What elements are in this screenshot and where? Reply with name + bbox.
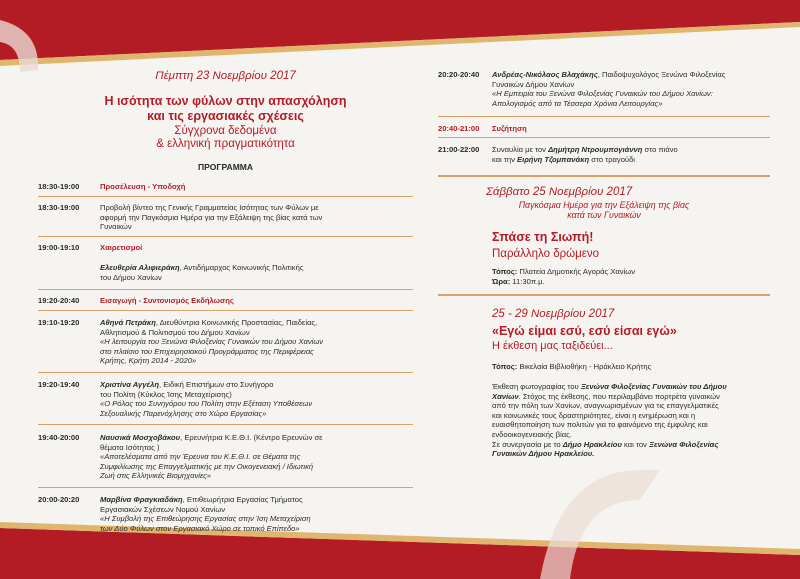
schedule-item-text [100,203,405,232]
day1-subtitle-line1: Σύγχρονα δεδομένα [174,125,277,137]
talk-title: Σεξουαλικής Παρενόχλησης στο Χώρο Εργασίας» [100,408,267,418]
day3-place [492,362,651,372]
schedule-time: 20:20-20:40 [438,70,480,79]
talk-title: «Ο Ρόλος του Συνηγόρου του Πολίτη στην Εξέταση Υποθέσεων [100,399,313,409]
place-value: Βικελαία Βιβλιοθήκη - Ηράκλειο Κρήτης [517,362,652,371]
talk-title: «Αποτελέσματα από την Έρευνα του Κ.Ε.Θ.Ι. σε Θέματα της [100,452,301,462]
day3-title: «Εγώ είμαι εσύ, εσύ είσαι εγώ» [492,324,677,338]
day2-title: Σπάσε τη Σιωπή! [492,230,594,244]
concert-text: Συναυλία με τον [492,145,549,154]
divider [38,196,413,197]
day1-title-line1: Η ισότητα των φύλων στην απασχόληση [104,94,347,108]
schedule-item-text [100,380,405,418]
speaker-role: , Επιθεωρήτρια Εργασίας Τμήματος [182,495,303,504]
day1-date: Πέμπτη 23 Νοεμβρίου 2017 [155,70,296,82]
schedule-item-text [100,433,405,481]
musician-name: Ειρήνη Τζομπανάκη [517,154,590,164]
schedule-time: 20:00-20:20 [38,495,80,504]
speaker-role: , Αντιδήμαρχος Κοινωνικής Πολιτικής [179,263,304,272]
schedule-line: Γυναικών Δήμου Χανίων [492,79,575,89]
description-text: και κοινωνικές τους δραστηριότητες, είναι η ενημέρωση και η [492,410,696,420]
speaker-name: Μαρβίνα Φραγκιαδάκη [100,495,183,504]
talk-title: «Η Συμβολή της Επιθεώρησης Εργασίας στην Ίση Μεταχείριση [100,514,311,524]
schedule-item-title: Προσέλευση - Υποδοχή [100,182,186,191]
place-label: Τόπος: [492,267,518,276]
schedule-time: 19:40-20:00 [38,433,80,442]
schedule-item-title: Συζήτηση [492,124,527,133]
divider [38,424,413,425]
schedule-time: 20:40-21:00 [438,124,480,133]
speaker-name: Χριστίνα Αγγέλη [100,380,159,389]
speaker-name: Ανδρέας-Νικόλαος Βλαχάκης [492,70,598,79]
schedule-item-text [100,263,405,282]
divider [38,487,413,488]
concert-text: στο τραγούδι [589,154,635,164]
speaker-role: , Διευθύντρια Κοινωνικής Προστασίας, Παιδείας, [155,318,318,327]
description-text: ενδοοικογενειακής βίας. [492,429,572,439]
schedule-line: θέματα Ισότητας ) [100,442,160,452]
schedule-line: Προβολή βίντεο της Γενικής Γραμματείας Ισότητας των Φύλων με [100,203,319,212]
exhibition-description [492,382,770,459]
description-highlight: Δήμο Ηρακλείου [562,439,622,449]
speaker-name: Αθηνά Πετράκη [100,318,156,327]
day1-subtitle-line2: & ελληνική πραγματικότητα [156,138,295,150]
divider [38,289,413,290]
divider [38,236,413,237]
schedule-time: 21:00-22:00 [438,145,480,154]
talk-title: των Δύο Φύλων στον Εργασιακό Χώρο σε τοπικό Επίπεδο» [100,523,300,533]
description-highlight: Γυναικών Δήμου Ηρακλείου. [492,449,595,459]
schedule-time: 19:00-19:10 [38,243,80,252]
schedule-line: Γυναικών [100,222,132,232]
section-divider [438,294,770,296]
day1-title-line2: και τις εργασιακές σχέσεις [147,109,304,123]
description-text: ευαισθητοποίηση των πολιτών για το φαινόμενο της έμφυλης και [492,420,708,430]
talk-title: Συμφιλίωσης της Επαγγελματικής με την Οικογενειακή / Ιδιωτική [100,461,314,471]
speaker-name: Ναυσικά Μοσχοβάκου [100,433,181,442]
talk-title: Ζωή στις Ελληνικές Βιομηχανίες» [100,471,211,481]
divider [38,372,413,373]
day3-subtitle: Η έκθεση μας ταξιδεύει... [492,340,613,352]
speaker-role: , Παιδοψυχολόγος Ξενώνα Φιλοξενίας [597,70,726,79]
schedule-item-text [100,495,405,533]
description-highlight: Ξενώνα Φιλοξενίας Γυναικών του Δήμου [580,382,727,391]
talk-title: «Η Εμπειρία του Ξενώνα Φιλοξενίας Γυναικών του Δήμου Χανίων: [492,89,713,99]
schedule-line: του Δήμου Χανίων [100,272,162,282]
day2-time [492,277,545,287]
schedule-time: 18:30-19:00 [38,203,80,212]
description-text: . Στόχος της έκθεσης, που περιλαμβάνει πορτρέτα γυναικών [518,391,720,401]
day2-subtitle: Παράλληλο δρώμενο [492,248,600,260]
schedule-item-text [492,145,770,164]
day2-place [492,267,635,277]
talk-title: «Η λειτουργία του Ξενώνα Φιλοξενίας Γυναικών του Δήμου Χανίων [100,337,324,347]
concert-text: στο πιάνο [642,145,678,154]
schedule-time: 19:20-20:40 [38,296,80,305]
speaker-name: Ελευθερία Αλιφιεράκη [100,263,180,272]
description-text: Έκθεση φωτογραφίας του [492,382,581,391]
musician-name: Δημήτρη Ντρουμπογιάννη [548,145,643,154]
place-label: Τόπος: [492,362,518,371]
speaker-role: , Ειδική Επιστήμων στο Συνήγορο [159,380,274,389]
program-label: ΠΡΟΓΡΑΜΜΑ [197,162,253,172]
day2-date: Σάββατο 25 Νοεμβρίου 2017 [486,186,633,198]
speaker-role: , Ερευνήτρια Κ.Ε.Θ.Ι. (Κέντρο Ερευνών σε [180,433,323,442]
description-text: από την πόλη των Χανίων, αναγνωρισμένων για τις επαγγελματικές [492,401,719,411]
schedule-time: 19:20-19:40 [38,380,80,389]
schedule-line: Αθλητισμού & Πολιτισμού του Δήμου Χανίων [100,327,250,337]
section-divider [438,175,770,177]
schedule-line: του Πολίτη (Κύκλος Ίσης Μεταχείρισης) [100,389,232,399]
description-highlight: Ξενώνα Φιλοξενίας [648,439,719,449]
schedule-item-title: Εισαγωγή - Συντονισμός Εκδήλωσης [100,296,234,305]
day2-subtitle-line2: κατά των Γυναικών [567,210,641,220]
schedule-item-text [100,318,405,366]
schedule-item-text [492,70,770,108]
schedule-time: 18:30-19:00 [38,182,80,191]
schedule-line: Εργασιακών Σχέσεων Νομού Χανίων [100,504,226,514]
divider [438,137,770,138]
divider [38,310,413,311]
talk-title: Απολογισμός από τα Τέσσερα Χρόνια Λειτουργίας» [492,98,663,108]
talk-title: στο πλαίσιο του Επιχειρησιακού Προγράμματος της Περιφέρειας [100,346,314,356]
description-highlight: Χανίων [492,391,519,401]
time-value: 11:30π.μ. [510,277,545,286]
schedule-time: 19:10-19:20 [38,318,80,327]
schedule-item-title: Χαιρετισμοί [100,243,143,252]
description-text: Σε συνεργασία με το [492,439,563,449]
day2-subtitle-line1: Παγκόσμια Ημέρα για την Εξάλειψη της βίας [518,200,690,210]
description-text: και τον [621,439,649,449]
time-label: Ώρα: [492,277,511,286]
day3-date: 25 - 29 Νοεμβρίου 2017 [492,308,615,320]
talk-title: Κρήτης, Κρήτη 2014 - 2020» [100,356,197,366]
divider [438,116,770,117]
concert-text: και την [492,154,518,164]
schedule-line: αφορμή την Παγκόσμια Ημέρα για την Εξάλειψη της βίας κατά των [100,212,323,222]
place-value: Πλατεία Δημοτικής Αγοράς Χανίων [517,267,635,276]
